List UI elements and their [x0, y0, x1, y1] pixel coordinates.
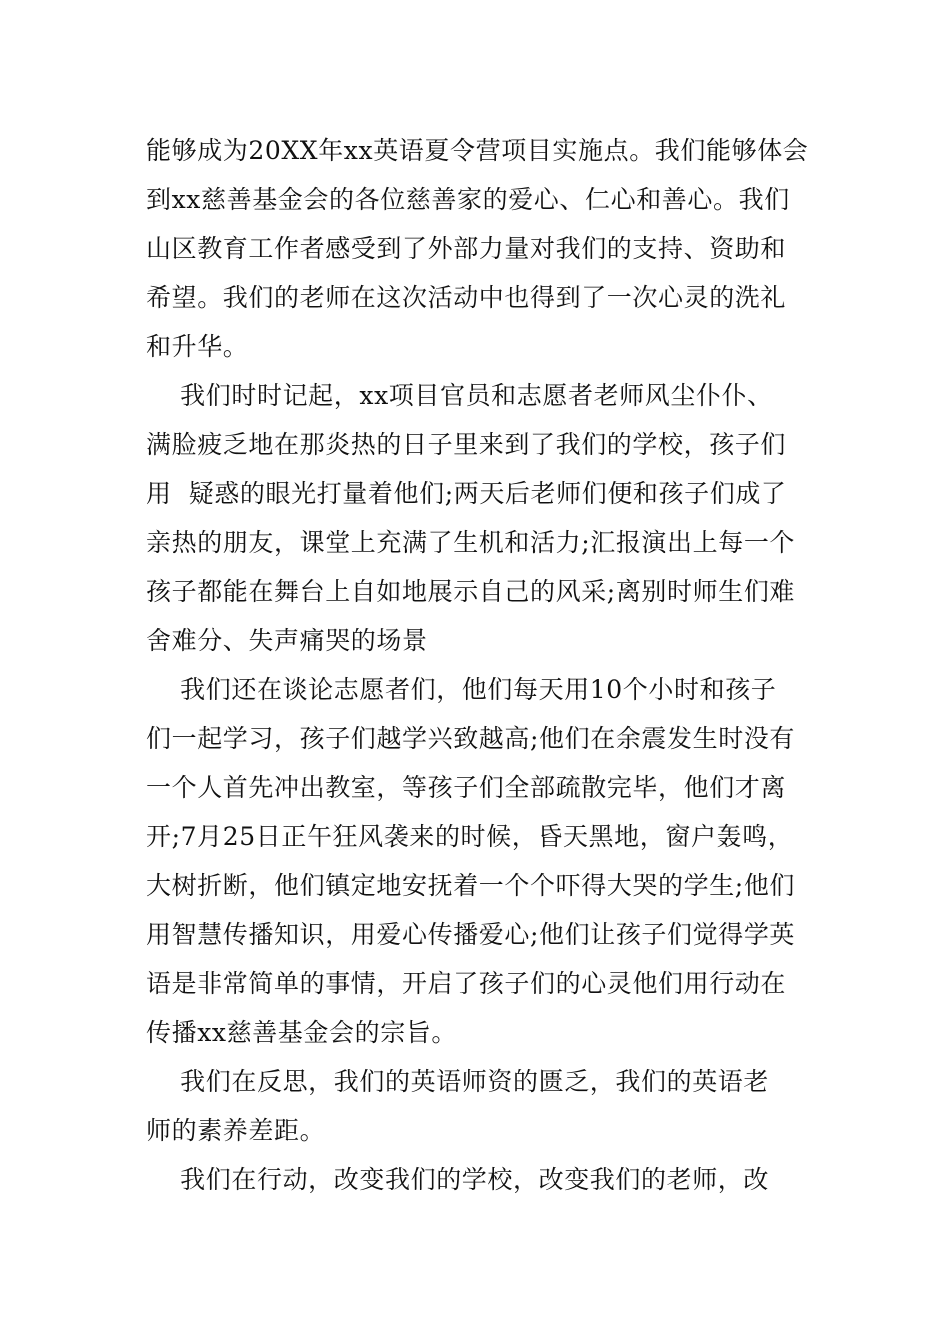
text-line: 语是非常简单的事情，开启了孩子们的心灵他们用行动在	[146, 969, 787, 998]
text-line: 师的素养差距。	[146, 1116, 326, 1145]
text-line: 和升华。	[146, 332, 249, 361]
paragraph-5	[146, 1155, 806, 1204]
text-line: 希望。我们的老师在这次活动中也得到了一次心灵的洗礼	[146, 283, 787, 312]
text-line: 亲热的朋友，课堂上充满了生机和活力;汇报演出上每一个	[146, 528, 796, 557]
paragraph-3	[146, 665, 806, 1057]
paragraph-2	[146, 371, 806, 665]
text-line: 我们还在谈论志愿者们，他们每天用10个小时和孩子	[146, 675, 777, 704]
text-line: 用 疑惑的眼光打量着他们;两天后老师们便和孩子们成了	[146, 479, 787, 508]
text-line: 们一起学习，孩子们越学兴致越高;他们在余震发生时没有	[146, 724, 796, 753]
text-line: 满脸疲乏地在那炎热的日子里来到了我们的学校，孩子们	[146, 430, 787, 459]
text-line: 我们在反思，我们的英语师资的匮乏，我们的英语老	[146, 1067, 769, 1096]
text-line: 舍难分、失声痛哭的场景	[146, 626, 428, 655]
text-line: 我们时时记起，xx项目官员和志愿者老师风尘仆仆、	[146, 381, 773, 410]
text-line: 能够成为20XX年xx英语夏令营项目实施点。我们能够体会	[146, 136, 809, 165]
text-line: 我们在行动，改变我们的学校，改变我们的老师，改	[146, 1165, 769, 1194]
text-line: 开;7月25日正午狂风袭来的时候，昏天黑地，窗户轰鸣，	[146, 822, 794, 851]
paragraph-1	[146, 126, 809, 371]
text-line: 一个人首先冲出教室，等孩子们全部疏散完毕，他们才离	[146, 773, 787, 802]
text-line: 到xx慈善基金会的各位慈善家的爱心、仁心和善心。我们	[146, 185, 790, 214]
text-line: 用智慧传播知识，用爱心传播爱心;他们让孩子们觉得学英	[146, 920, 796, 949]
text-line: 大树折断，他们镇定地安抚着一个个吓得大哭的学生;他们	[146, 871, 796, 900]
text-line: 山区教育工作者感受到了外部力量对我们的支持、资助和	[146, 234, 787, 263]
paragraph-4	[146, 1057, 806, 1155]
text-line: 孩子都能在舞台上自如地展示自己的风采;离别时师生们难	[146, 577, 796, 606]
text-line: 传播xx慈善基金会的宗旨。	[146, 1018, 457, 1047]
document-body	[146, 126, 809, 1204]
